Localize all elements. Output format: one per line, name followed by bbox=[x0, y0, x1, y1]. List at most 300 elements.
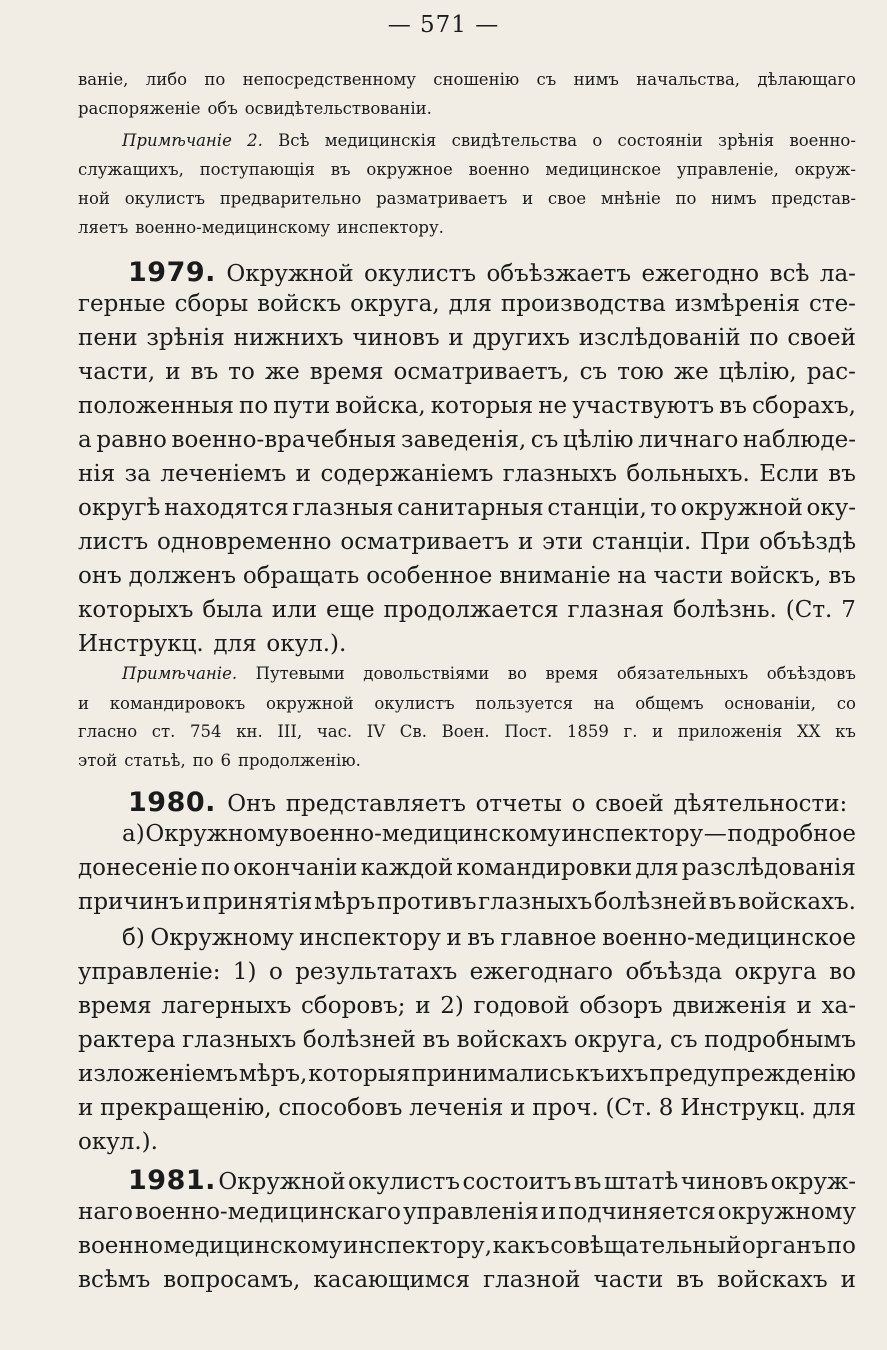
word: Воен. bbox=[441, 722, 490, 741]
word: б) bbox=[122, 925, 145, 951]
word: 1980. bbox=[128, 787, 216, 818]
word: листъ bbox=[78, 529, 149, 555]
word: съ bbox=[579, 359, 608, 385]
word: ст. bbox=[151, 722, 176, 741]
word: и bbox=[446, 925, 462, 951]
word: противъ bbox=[376, 889, 477, 915]
text-line bbox=[78, 694, 856, 713]
word: не bbox=[538, 393, 568, 419]
word: движенія bbox=[672, 993, 787, 1019]
word: то bbox=[228, 359, 255, 385]
word: способовъ bbox=[278, 1095, 403, 1121]
word: пути bbox=[273, 393, 331, 419]
word: военно-медицинскому bbox=[135, 218, 331, 237]
word: принимались bbox=[411, 1061, 575, 1087]
word: Пост. bbox=[504, 722, 553, 741]
text-line bbox=[78, 1267, 856, 1293]
word: по bbox=[192, 751, 214, 770]
word: положенныя bbox=[78, 393, 234, 419]
text-line bbox=[128, 1165, 856, 1196]
word: для bbox=[812, 1095, 856, 1121]
word: для bbox=[635, 855, 679, 881]
word: измѣренія bbox=[674, 291, 801, 317]
text-line bbox=[128, 787, 857, 818]
word: Путевыми bbox=[255, 664, 345, 683]
word: отчеты bbox=[475, 791, 562, 817]
word: командировки bbox=[456, 855, 633, 881]
page-number-text: — 571 — bbox=[387, 12, 500, 38]
text-line bbox=[122, 131, 856, 150]
word: сборовъ; bbox=[301, 993, 406, 1019]
word: леченіемъ bbox=[160, 461, 287, 487]
word: въ bbox=[719, 393, 747, 419]
word: III, bbox=[277, 722, 303, 741]
word: въ bbox=[708, 889, 737, 915]
word: инспектору, bbox=[343, 1233, 493, 1259]
word: командировокъ bbox=[109, 694, 246, 713]
word: сношенію bbox=[433, 70, 520, 89]
word: окулистъ bbox=[124, 189, 206, 208]
word: либо bbox=[145, 70, 188, 89]
word: цѣлію bbox=[562, 427, 634, 453]
word: войскъ, bbox=[730, 563, 822, 589]
word: тою bbox=[617, 359, 664, 385]
page-number bbox=[0, 12, 887, 38]
word: Всѣ bbox=[278, 131, 310, 150]
word: продолженію. bbox=[237, 751, 361, 770]
word: одновременно bbox=[157, 529, 332, 555]
word: и bbox=[517, 529, 534, 555]
word: глазной bbox=[483, 1267, 581, 1293]
text-line bbox=[78, 189, 856, 208]
word: подробнымъ bbox=[704, 1027, 856, 1053]
word: Окружному bbox=[145, 821, 289, 847]
word: непосредственному bbox=[242, 70, 416, 89]
word: мѣръ bbox=[314, 889, 376, 915]
word: своей bbox=[787, 325, 856, 351]
word: 2) bbox=[440, 993, 464, 1019]
text-line bbox=[78, 359, 856, 385]
word: предупрежденію bbox=[649, 1061, 856, 1087]
word: 1) bbox=[232, 959, 257, 985]
word: нимъ bbox=[711, 189, 757, 208]
word: ла- bbox=[819, 261, 856, 287]
word: гласно bbox=[78, 722, 138, 741]
word: и bbox=[78, 694, 89, 713]
word: Примѣчаніе bbox=[122, 131, 232, 150]
word: въ bbox=[828, 461, 856, 487]
word: час. bbox=[316, 722, 353, 741]
word: на bbox=[617, 563, 647, 589]
word: поступающія bbox=[199, 160, 315, 179]
word: объѣзда bbox=[625, 959, 723, 985]
text-line bbox=[78, 218, 451, 237]
word: время bbox=[78, 993, 152, 1019]
word: части bbox=[593, 1267, 664, 1293]
word: прекращенію, bbox=[100, 1095, 272, 1121]
text-line bbox=[78, 959, 856, 985]
word: въ bbox=[467, 925, 495, 951]
word: статьѣ, bbox=[124, 751, 186, 770]
word: разслѣдованія bbox=[681, 855, 856, 881]
word: обращать bbox=[242, 563, 360, 589]
word: рас- bbox=[806, 359, 856, 385]
word: медицинскія bbox=[324, 131, 437, 150]
text-line bbox=[78, 70, 856, 89]
word: 6 bbox=[220, 751, 232, 770]
word: мѣръ, bbox=[238, 1061, 308, 1087]
word: какъ bbox=[492, 1233, 550, 1259]
word: управленіе: bbox=[78, 959, 221, 985]
text-line bbox=[128, 257, 856, 288]
word: по bbox=[200, 855, 231, 881]
word: была bbox=[202, 597, 263, 623]
word: военно-врачебныя bbox=[171, 427, 397, 453]
word: вниманіе bbox=[499, 563, 611, 589]
word: ихъ bbox=[605, 1061, 649, 1087]
word: своей bbox=[595, 791, 664, 817]
word: окончаніи bbox=[233, 855, 358, 881]
text-line bbox=[78, 529, 856, 555]
text-line bbox=[78, 291, 856, 317]
word: пени bbox=[78, 325, 138, 351]
text-line bbox=[78, 1027, 856, 1053]
word: 1979. bbox=[128, 257, 216, 288]
word: инспектору bbox=[561, 821, 704, 847]
word: съ bbox=[530, 427, 559, 453]
word: болѣзнь. bbox=[672, 597, 777, 623]
word: довольствіями bbox=[363, 664, 490, 683]
word: Инструкц. bbox=[78, 631, 204, 657]
text-line bbox=[122, 821, 856, 847]
word: части bbox=[653, 563, 724, 589]
word: о bbox=[571, 791, 586, 817]
word: медицинское bbox=[545, 160, 662, 179]
word: въ bbox=[330, 160, 351, 179]
word: производства bbox=[500, 291, 666, 317]
word: окулистъ bbox=[348, 1169, 460, 1195]
word: военно-медицинскому bbox=[289, 821, 561, 847]
text-line bbox=[78, 393, 856, 419]
word: долженъ bbox=[128, 563, 237, 589]
word: и bbox=[78, 1095, 94, 1121]
text-line bbox=[78, 1061, 856, 1087]
word: Если bbox=[759, 461, 819, 487]
word: болѣзней bbox=[302, 1027, 416, 1053]
word: окулистъ bbox=[374, 694, 455, 713]
word: мнѣніе bbox=[600, 189, 661, 208]
word: нимъ bbox=[573, 70, 619, 89]
word: и bbox=[522, 189, 534, 208]
word: сборахъ, bbox=[751, 393, 856, 419]
word: во bbox=[507, 664, 527, 683]
text-line bbox=[78, 751, 368, 770]
word: освидѣтельствованіи. bbox=[244, 99, 432, 118]
word: представляетъ bbox=[285, 791, 466, 817]
word: вопросамъ, bbox=[163, 1267, 301, 1293]
word: нія bbox=[78, 461, 116, 487]
word: въ bbox=[828, 563, 856, 589]
word: по bbox=[238, 393, 269, 419]
word: зрѣнія bbox=[717, 131, 775, 150]
word: окружной bbox=[680, 495, 803, 521]
word: округа, bbox=[350, 291, 440, 317]
word: леченія bbox=[409, 1095, 504, 1121]
word: начальства, bbox=[636, 70, 741, 89]
word: (Ст. bbox=[605, 1095, 653, 1121]
word: то bbox=[650, 495, 677, 521]
word: результатахъ bbox=[295, 959, 458, 985]
word: Примѣчаніе. bbox=[122, 664, 238, 683]
word: свидѣтельства bbox=[451, 131, 578, 150]
text-line bbox=[78, 325, 856, 351]
word: общемъ bbox=[635, 694, 704, 713]
text-line bbox=[122, 925, 856, 951]
word: Окружной bbox=[218, 1169, 346, 1195]
word: военно- bbox=[789, 131, 856, 150]
word: за bbox=[124, 461, 151, 487]
word: свое bbox=[547, 189, 587, 208]
word: медицинскому bbox=[163, 1233, 343, 1259]
word: IV bbox=[366, 722, 386, 741]
word: органъ bbox=[741, 1233, 827, 1259]
word: глазныхъ bbox=[502, 461, 617, 487]
word: ной bbox=[78, 189, 110, 208]
word: округѣ bbox=[78, 495, 161, 521]
word: касающимся bbox=[313, 1267, 471, 1293]
word: онъ bbox=[78, 563, 122, 589]
word: сте- bbox=[808, 291, 856, 317]
word: штатѣ bbox=[603, 1169, 679, 1195]
word: наблюде- bbox=[742, 427, 856, 453]
word: Окружной bbox=[226, 261, 354, 287]
word: всѣ bbox=[769, 261, 810, 287]
word: санитарныя bbox=[397, 495, 544, 521]
text-line bbox=[78, 597, 856, 623]
word: къ bbox=[575, 1061, 605, 1087]
word: на bbox=[593, 694, 615, 713]
word: съ bbox=[670, 1027, 698, 1053]
word: или bbox=[271, 597, 318, 623]
word: и bbox=[540, 1199, 557, 1225]
word: состояніи bbox=[617, 131, 703, 150]
word: по bbox=[204, 70, 226, 89]
word: инспектору. bbox=[337, 218, 444, 237]
word: заведенія, bbox=[401, 427, 527, 453]
word: окул.). bbox=[266, 631, 347, 657]
word: которыя bbox=[308, 1061, 411, 1087]
word: изслѣдованій bbox=[578, 325, 741, 351]
word: участвуютъ bbox=[572, 393, 715, 419]
word: эти bbox=[542, 529, 584, 555]
word: изложеніемъ bbox=[78, 1061, 238, 1087]
word: которыхъ bbox=[78, 597, 194, 623]
word: ха- bbox=[821, 993, 856, 1019]
word: 8 bbox=[658, 1095, 674, 1121]
word: окруж- bbox=[794, 160, 856, 179]
word: о bbox=[268, 959, 283, 985]
word: и bbox=[840, 1267, 856, 1293]
word: 2. bbox=[247, 131, 263, 150]
word: ежегодно bbox=[641, 261, 760, 287]
word: глазныя bbox=[292, 495, 394, 521]
text-line bbox=[78, 99, 439, 118]
word: станціи, bbox=[547, 495, 647, 521]
word: и bbox=[652, 722, 664, 741]
word: и bbox=[510, 1095, 526, 1121]
word: болѣзней bbox=[594, 889, 708, 915]
word: личнаго bbox=[638, 427, 739, 453]
word: военно-медицинское bbox=[602, 925, 856, 951]
word: особенное bbox=[366, 563, 493, 589]
word: разматриваетъ bbox=[376, 189, 508, 208]
word: войскахъ bbox=[456, 1027, 568, 1053]
word: подробное bbox=[727, 821, 856, 847]
word: окулистъ bbox=[364, 261, 476, 287]
word: а) bbox=[122, 821, 145, 847]
word: содержаніемъ bbox=[320, 461, 494, 487]
word: окружному bbox=[717, 1199, 856, 1225]
word: Св. bbox=[399, 722, 427, 741]
word: состоитъ bbox=[462, 1169, 572, 1195]
word: причинъ bbox=[78, 889, 184, 915]
word: проч. bbox=[532, 1095, 599, 1121]
word: войскахъ. bbox=[737, 889, 856, 915]
word: управленія bbox=[403, 1199, 539, 1225]
word: глазныхъ bbox=[478, 889, 593, 915]
word: зрѣнія bbox=[146, 325, 225, 351]
word: и bbox=[165, 359, 181, 385]
word: осматриваетъ, bbox=[393, 359, 570, 385]
word: представ- bbox=[771, 189, 856, 208]
word: — bbox=[703, 821, 727, 847]
word: г. bbox=[623, 722, 638, 741]
word: каждой bbox=[360, 855, 454, 881]
word: наго bbox=[78, 1199, 133, 1225]
word: служащихъ, bbox=[78, 160, 184, 179]
text-line bbox=[78, 563, 856, 589]
text-line bbox=[78, 631, 356, 657]
word: части, bbox=[78, 359, 156, 385]
word: другихъ bbox=[472, 325, 570, 351]
word: объѣздѣ bbox=[759, 529, 856, 555]
word: глазныхъ bbox=[182, 1027, 297, 1053]
word: время bbox=[309, 359, 384, 385]
word: округа bbox=[734, 959, 817, 985]
word: чиновъ bbox=[680, 1169, 769, 1195]
word: 754 bbox=[190, 722, 222, 741]
word: еще bbox=[325, 597, 375, 623]
word: ваніе, bbox=[78, 70, 129, 89]
text-line bbox=[78, 160, 856, 179]
word: глазная bbox=[567, 597, 665, 623]
word: для bbox=[213, 631, 257, 657]
word: принятія bbox=[202, 889, 313, 915]
word: лагерныхъ bbox=[161, 993, 292, 1019]
word: военно-медицинскаго bbox=[135, 1199, 402, 1225]
word: и bbox=[295, 461, 311, 487]
word: о bbox=[592, 131, 603, 150]
word: въ bbox=[676, 1267, 704, 1293]
word: обзоръ bbox=[579, 993, 663, 1019]
word: окружное bbox=[366, 160, 453, 179]
word: донесеніе bbox=[78, 855, 198, 881]
word: время bbox=[545, 664, 599, 683]
word: дѣлающаго bbox=[757, 70, 856, 89]
word: совѣщательный bbox=[550, 1233, 742, 1259]
text-line bbox=[78, 855, 856, 881]
word: объѣздовъ bbox=[766, 664, 856, 683]
word: распоряженіе bbox=[78, 99, 201, 118]
text-line bbox=[78, 889, 856, 915]
word: равно bbox=[96, 427, 167, 453]
word: годовой bbox=[473, 993, 570, 1019]
word: военно bbox=[78, 1233, 163, 1259]
word: всѣмъ bbox=[78, 1267, 151, 1293]
word: цѣлію, bbox=[718, 359, 797, 385]
word: главное bbox=[500, 925, 597, 951]
word: предварительно bbox=[219, 189, 362, 208]
word: объ bbox=[207, 99, 238, 118]
word: которыя bbox=[430, 393, 534, 419]
word: а bbox=[78, 427, 92, 453]
word: военно bbox=[468, 160, 530, 179]
word: въ bbox=[573, 1169, 602, 1195]
text-line bbox=[78, 427, 856, 453]
word: Окружному bbox=[150, 925, 294, 951]
word: къ bbox=[835, 722, 856, 741]
word: и bbox=[796, 993, 812, 1019]
word: При bbox=[700, 529, 751, 555]
word: нижнихъ bbox=[233, 325, 344, 351]
word: больныхъ. bbox=[626, 461, 750, 487]
word: во bbox=[829, 959, 856, 985]
word: и bbox=[415, 993, 431, 1019]
text-line bbox=[78, 1233, 856, 1259]
word: и bbox=[448, 325, 464, 351]
word: войска, bbox=[335, 393, 426, 419]
word: войскахъ bbox=[716, 1267, 828, 1293]
word: окруж- bbox=[770, 1169, 856, 1195]
word: по bbox=[675, 189, 697, 208]
word: рактера bbox=[78, 1027, 176, 1053]
text-line bbox=[78, 461, 856, 487]
word: окул.). bbox=[78, 1129, 158, 1155]
word: обязательныхъ bbox=[616, 664, 749, 683]
word: этой bbox=[78, 751, 118, 770]
word: кн. bbox=[236, 722, 263, 741]
word: по bbox=[826, 1233, 856, 1259]
text-line bbox=[78, 1095, 856, 1121]
word: инспектору bbox=[299, 925, 441, 951]
word: основаніи, bbox=[724, 694, 817, 713]
word: по bbox=[749, 325, 779, 351]
word: станціи. bbox=[591, 529, 692, 555]
text-line bbox=[78, 722, 856, 741]
word: объѣзжаетъ bbox=[486, 261, 632, 287]
word: для bbox=[448, 291, 492, 317]
word: и bbox=[185, 889, 201, 915]
word: дѣятельности: bbox=[673, 791, 848, 817]
word: со bbox=[836, 694, 856, 713]
text-line bbox=[78, 1129, 168, 1155]
word: въ bbox=[190, 359, 219, 385]
word: ежегоднаго bbox=[469, 959, 614, 985]
word: ляетъ bbox=[78, 218, 129, 237]
word: Инструкц. bbox=[680, 1095, 806, 1121]
text-line bbox=[78, 1199, 856, 1225]
word: 7 bbox=[841, 597, 856, 623]
